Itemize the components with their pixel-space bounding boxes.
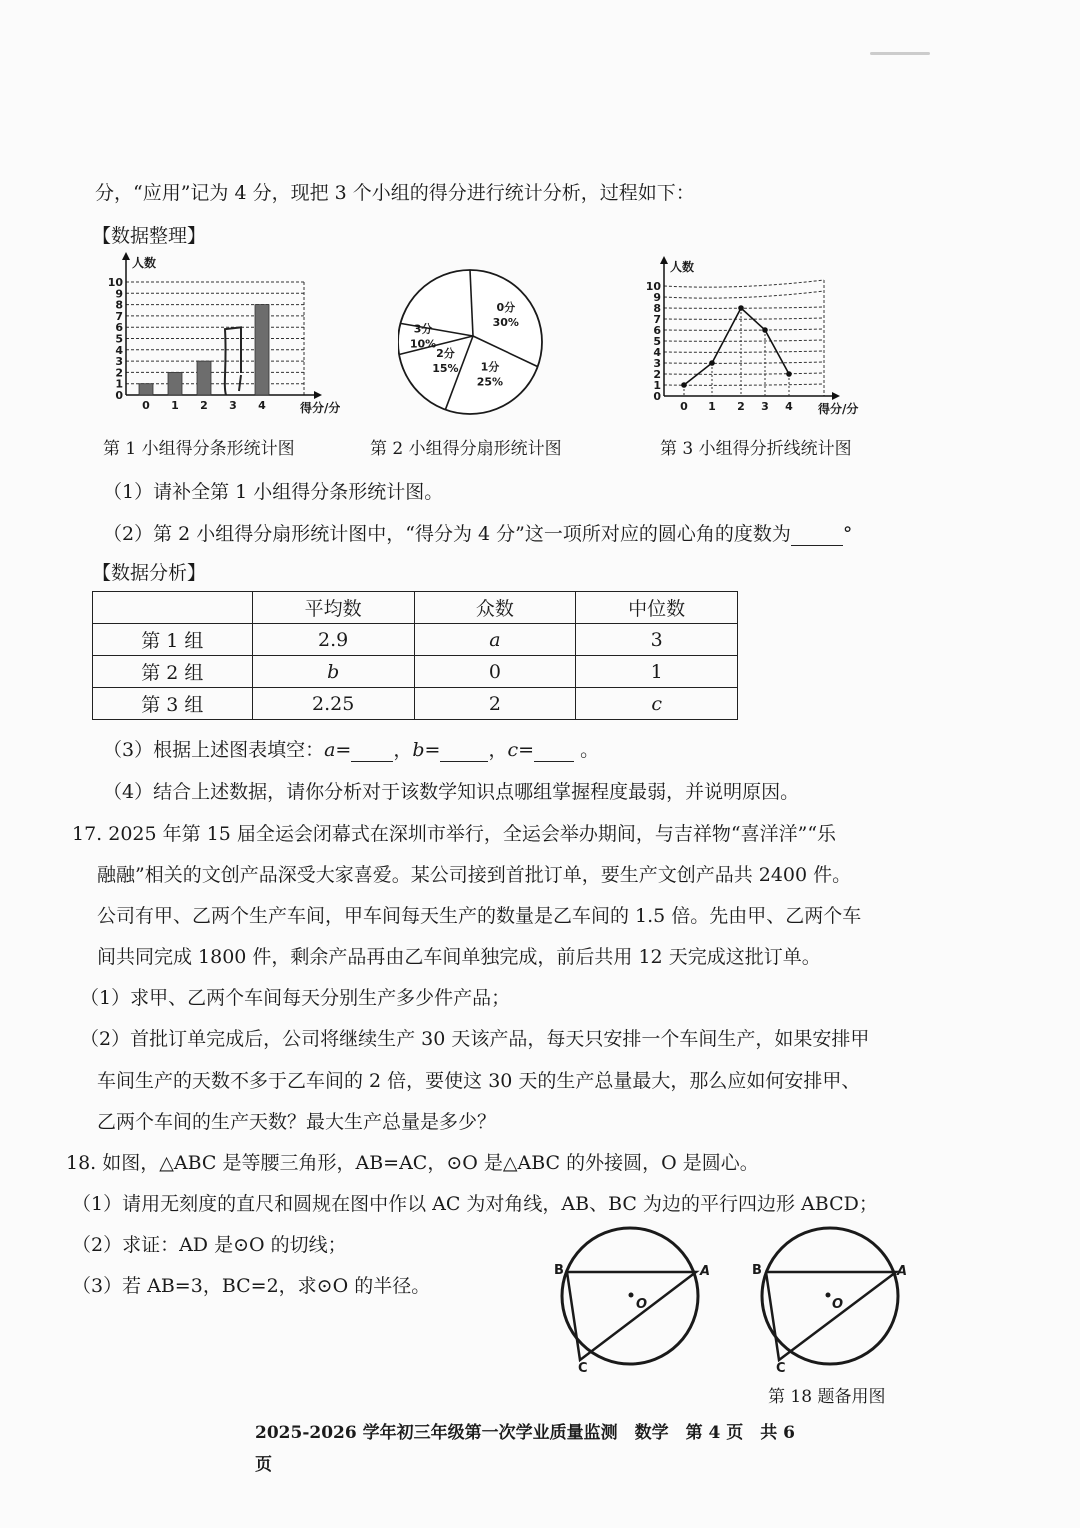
page-footer: 2025-2026 学年初三年级第一次学业质量监测 数学 第 4 页 共 6: [255, 1423, 796, 1443]
gridline: [664, 340, 824, 341]
y-tick-label: 10: [107, 276, 123, 289]
label-O: O: [832, 1297, 844, 1312]
y-tick-label: 9: [653, 291, 661, 304]
scan-mark: [870, 52, 930, 55]
gridline: [664, 318, 824, 319]
gridline: [664, 307, 824, 308]
line-chart-group3: [640, 256, 860, 421]
blank-c-label: c=: [507, 739, 535, 761]
table-cell: a: [414, 624, 576, 656]
point-2: [738, 305, 744, 311]
slice-label-1: 1分: [480, 360, 500, 374]
y-tick-label: 0: [115, 389, 123, 402]
problem-18-part3: （3）若 AB=3，BC=2，求⊙O 的半径。: [72, 1275, 431, 1297]
table-cell: 1: [576, 656, 738, 688]
table-cell: 2.25: [252, 688, 414, 720]
y-tick-label: 8: [115, 298, 123, 312]
bar-4: [255, 305, 269, 395]
y-tick-label: 5: [115, 332, 123, 346]
question-3-text: （3）根据上述图表填空：: [103, 739, 325, 761]
table-cell: b: [252, 656, 414, 688]
problem-17-part2: （2）首批订单完成后，公司将继续生产 30 天该产品，每天只安排一个车间生产，如果安排甲: [80, 1028, 870, 1050]
x-axis-title: 得分/分: [300, 401, 340, 415]
label-A: A: [897, 1264, 908, 1279]
table-row: [93, 656, 738, 688]
figure-18-main: [550, 1222, 720, 1372]
y-tick-label: 7: [115, 309, 123, 323]
table-header: [93, 592, 253, 624]
y-tick-label: 3: [653, 357, 661, 370]
bar-chart-title: 第 1 小组得分条形统计图: [103, 439, 295, 459]
table-cell: c: [576, 688, 738, 720]
answer-blank: [534, 739, 574, 762]
section-organize: 【数据整理】: [92, 225, 207, 247]
gridline: [664, 384, 824, 385]
question-4: （4）结合上述数据，请你分析对于该数学知识点哪组掌握程度最弱，并说明原因。: [103, 781, 800, 803]
gridline: [664, 329, 824, 330]
x-tick-label: 4: [785, 400, 793, 413]
point-0: [681, 382, 687, 388]
label-C: C: [776, 1361, 786, 1372]
problem-18-part1: （1）请用无刻度的直尺和圆规在图中作以 AC 为对角线，AB、BC 为边的平行四边形 ABCD；: [72, 1193, 878, 1215]
y-tick-label: 2: [653, 368, 661, 381]
point-4: [786, 371, 792, 377]
table-cell: 第 2 组: [93, 656, 253, 688]
table-cell: 3: [576, 624, 738, 656]
table-cell: 2.9: [252, 624, 414, 656]
point-3: [762, 327, 768, 333]
label-O: O: [636, 1297, 648, 1312]
problem-17-line: 车间生产的天数不多于乙车间的 2 倍，要使这 30 天的生产总量最大，那么应如何安排甲、: [97, 1070, 861, 1092]
gridline: [664, 291, 824, 298]
bar-chart-group1: [100, 252, 340, 422]
blank-b-label: b=: [412, 739, 441, 761]
problem-17-line: 乙两个车间的生产天数？最大生产总量是多少？: [97, 1111, 497, 1133]
gridline: [664, 280, 824, 287]
section-analyze: 【数据分析】: [92, 562, 207, 584]
question-2: [103, 519, 852, 546]
table-cell: 0: [414, 656, 576, 688]
y-axis-title: 人数: [670, 260, 695, 274]
figure-caption: 第 18 题备用图: [768, 1387, 886, 1407]
stats-table: [92, 591, 738, 720]
y-axis-arrow: [122, 252, 130, 260]
y-tick-label: 1: [653, 379, 661, 392]
x-tick-label: 4: [258, 399, 266, 412]
table-header: 众数: [414, 592, 576, 624]
x-tick-label: 0: [142, 399, 150, 412]
y-tick-label: 6: [115, 321, 123, 335]
y-tick-label: 6: [653, 324, 661, 337]
x-tick-label: 0: [680, 400, 688, 413]
pie-chart-title: 第 2 小组得分扇形统计图: [370, 439, 562, 459]
problem-17-line: 17. 2025 年第 15 届全运会闭幕式在深圳市举行，全运会举办期间，与吉祥物“喜洋洋”“乐: [72, 823, 837, 845]
x-tick-label: 1: [171, 399, 179, 412]
table-cell: 第 1 组: [93, 624, 253, 656]
page-footer-cont: 页: [255, 1455, 272, 1475]
slice-pct-3: 10%: [409, 337, 437, 351]
x-tick-label: 3: [229, 399, 237, 412]
point-1: [709, 360, 715, 366]
period: 。: [580, 739, 600, 761]
line-chart-title: 第 3 小组得分折线统计图: [660, 439, 852, 459]
intro-text: 分，“应用”记为 4 分，现把 3 个小组的得分进行统计分析，过程如下：: [95, 182, 695, 204]
y-tick-label: 2: [115, 366, 123, 380]
y-axis-title: 人数: [132, 256, 157, 270]
problem-18-line: 18. 如图，△ABC 是等腰三角形，AB=AC，⊙O 是△ABC 的外接圆，O 是圆心。: [66, 1152, 759, 1174]
problem-17-line: 公司有甲、乙两个生产车间，甲车间每天生产的数量是乙车间的 1.5 倍。先由甲、乙两个车: [97, 905, 862, 927]
y-tick-label: 8: [653, 302, 661, 315]
question-3: （3）根据上述图表填空：a= ，b= ，c= 。: [103, 739, 600, 761]
label-A: A: [700, 1264, 711, 1279]
gridline: [664, 373, 824, 374]
question-2-text: （2）第 2 小组得分扇形统计图中，“得分为 4 分”这一项所对应的圆心角的度数为: [103, 523, 791, 545]
table-header: 平均数: [252, 592, 414, 624]
x-tick-label: 2: [737, 400, 745, 413]
pie-chart-group2: [398, 262, 558, 422]
bar-1: [168, 372, 182, 395]
gridline: [664, 362, 824, 363]
problem-17-line: 融融”相关的文创产品深受大家喜爱。某公司接到首批订单，要生产文创产品共 2400 件。: [97, 864, 852, 886]
y-tick-label: 5: [653, 335, 661, 348]
y-tick-label: 0: [653, 390, 661, 403]
question-1: （1）请补全第 1 小组得分条形统计图。: [103, 481, 444, 503]
y-tick-label: 4: [653, 346, 661, 359]
y-tick-label: 1: [115, 377, 123, 391]
y-tick-label: 10: [645, 280, 661, 293]
problem-18-part2: （2）求证：AD 是⊙O 的切线；: [72, 1234, 347, 1256]
blank-a-label: a=: [324, 739, 352, 761]
y-tick-label: 9: [115, 287, 123, 301]
label-B: B: [554, 1263, 564, 1278]
problem-17-part1: （1）求甲、乙两个车间每天分别生产多少件产品；: [80, 987, 511, 1009]
table-header-row: [93, 592, 738, 624]
y-tick-label: 4: [115, 343, 123, 357]
x-axis-arrow: [314, 391, 322, 399]
slice-pct-1: 25%: [476, 375, 504, 389]
figure-18-backup: [748, 1222, 918, 1372]
problem-17-line: 间共同完成 1800 件，剩余产品再由乙车间单独完成，前后共用 12 天完成这批订单。: [97, 946, 821, 968]
x-axis-title: 得分/分: [818, 402, 859, 416]
table-row: [93, 624, 738, 656]
label-C: C: [578, 1361, 588, 1372]
table-cell: 2: [414, 688, 576, 720]
x-tick-label: 3: [761, 400, 769, 413]
slice-label-3: 3分: [413, 322, 433, 336]
bar-0: [139, 384, 153, 395]
x-axis-arrow: [832, 392, 840, 400]
answer-blank: [440, 739, 488, 762]
bar-2: [197, 361, 211, 395]
label-B: B: [752, 1263, 762, 1278]
y-tick-label: 7: [653, 313, 661, 326]
y-tick-label: 3: [115, 355, 123, 369]
answer-blank: [351, 739, 393, 762]
table-row: [93, 688, 738, 720]
table-header: 中位数: [576, 592, 738, 624]
slice-label-0: 0分: [496, 301, 516, 315]
x-tick-label: 1: [708, 400, 716, 413]
slice-pct-2: 15%: [432, 362, 459, 376]
gridline: [664, 351, 824, 352]
answer-blank: [791, 523, 843, 546]
table-cell: 第 3 组: [93, 688, 253, 720]
x-tick-label: 2: [200, 399, 208, 412]
y-axis-arrow: [660, 256, 668, 264]
slice-label-2: 2分: [436, 347, 455, 361]
degree-sign: °: [842, 523, 853, 545]
slice-pct-0: 30%: [492, 316, 519, 330]
